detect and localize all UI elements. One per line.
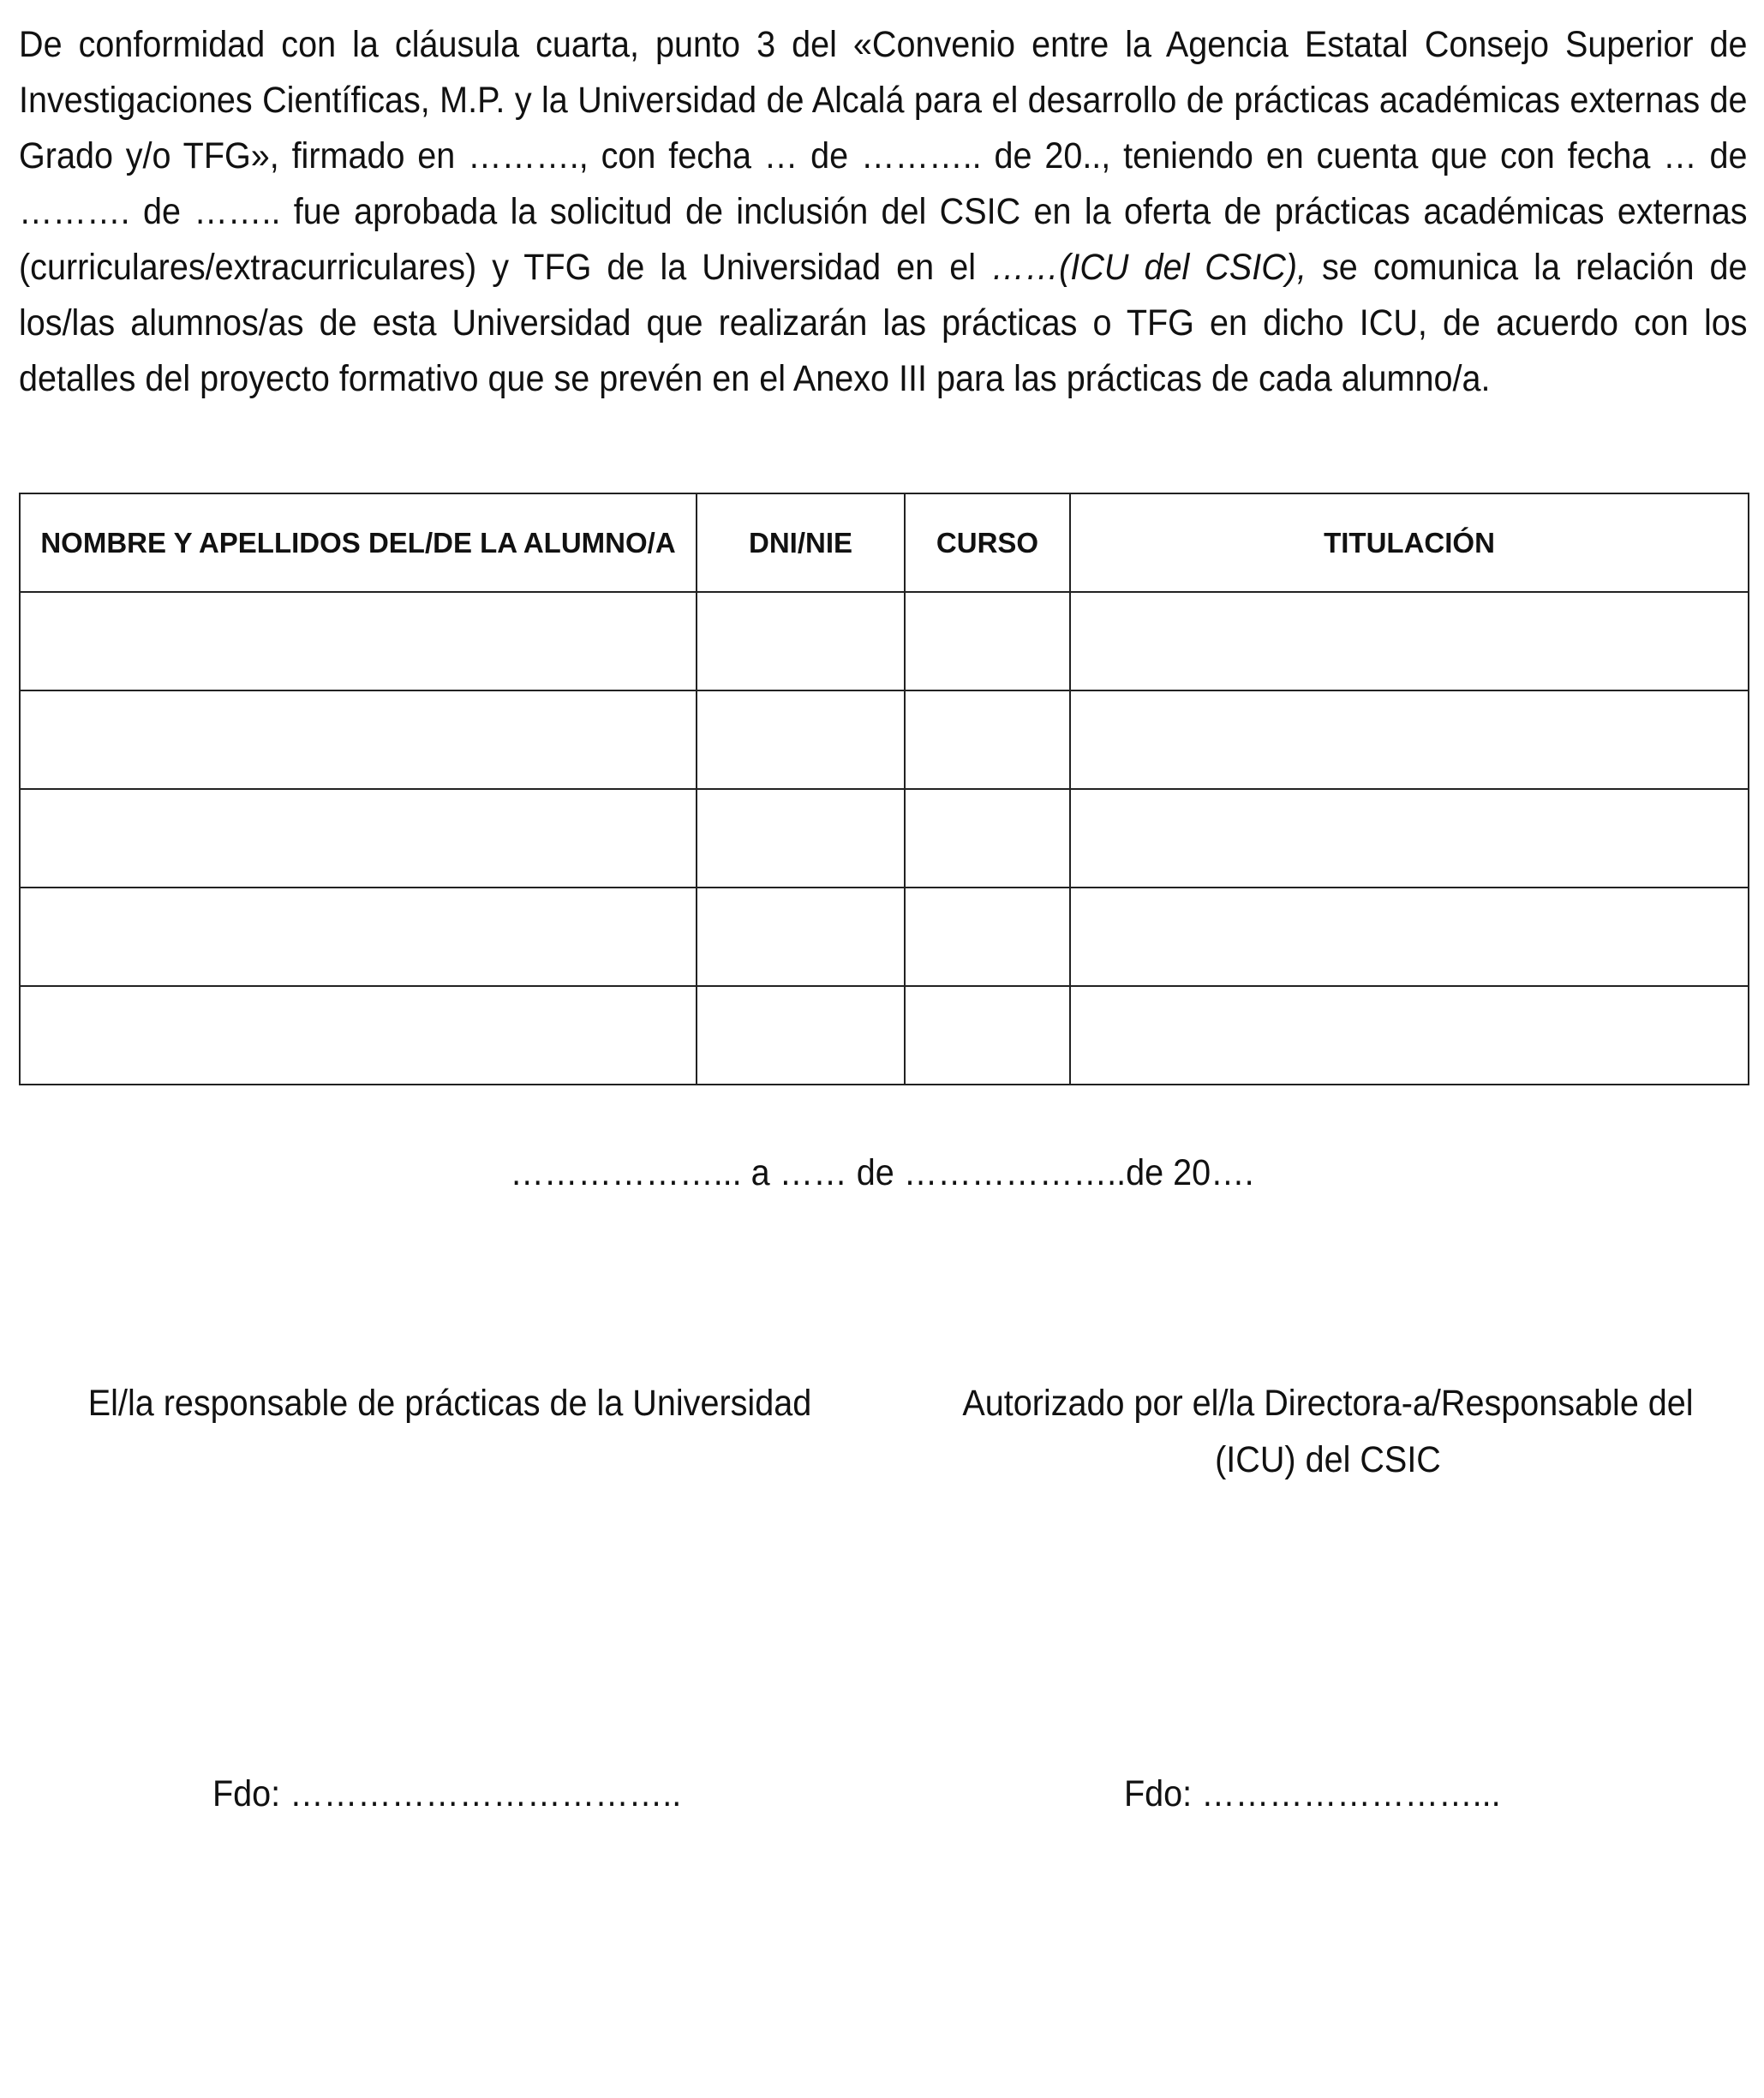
intro-text-icu: ……(ICU del CSIC), (991, 247, 1307, 288)
cell-course[interactable] (905, 690, 1070, 789)
cell-course[interactable] (905, 592, 1070, 690)
intro-text-start: De conformidad con la cláusula cuarta, punto 3 del «Convenio entre la Agencia Estatal Consejo Superior de Investigaciones Científicas, M.P. y la Universidad de Alcalá para el desarrollo de prácticas académicas externas de Grado y/o TFG», firmado en ………., con fecha … de ……….. de 20.., teniendo en cuenta que con fecha … de ………. de …….. fue aprobada la solicitud de inclusión del CSIC en la oferta de prácticas académicas externas (curriculares/extracurriculares) y TFG de la Universidad en el (19, 24, 1748, 288)
table-row (20, 986, 1749, 1085)
table-row (20, 592, 1749, 690)
cell-dni[interactable] (697, 986, 905, 1085)
students-table (19, 493, 1749, 1085)
cell-degree[interactable] (1070, 592, 1749, 690)
intro-paragraph (19, 17, 1748, 407)
cell-dni[interactable] (697, 592, 905, 690)
cell-name[interactable] (20, 888, 697, 986)
cell-dni[interactable] (697, 690, 905, 789)
cell-name[interactable] (20, 690, 697, 789)
university-signatory-title: El/la responsable de prácticas de la Universidad (87, 1383, 812, 1424)
table-row (20, 690, 1749, 789)
header-degree: TITULACIÓN (1070, 493, 1749, 592)
place-date-line: ………………... a …… de ………………..de 20…. (510, 1152, 1254, 1193)
header-name: NOMBRE Y APELLIDOS DEL/DE LA ALUMNO/A (20, 493, 697, 592)
csic-signature-line: Fdo: ……………………... (1124, 1773, 1501, 1814)
table-header-row (20, 493, 1749, 592)
cell-course[interactable] (905, 986, 1070, 1085)
cell-dni[interactable] (697, 888, 905, 986)
table-row (20, 888, 1749, 986)
cell-degree[interactable] (1070, 986, 1749, 1085)
table-row (20, 789, 1749, 888)
intro-text-end: se comunica la relación de los/las alumnos/as de esta Universidad que realizarán las prácticas o TFG en dicho ICU, de acuerdo con los detalles del proyecto formativo que se prevén en el Anexo III para las prácticas de cada alumno/a. (19, 247, 1748, 399)
cell-course[interactable] (905, 888, 1070, 986)
header-course: CURSO (905, 493, 1070, 592)
university-signature-line: Fdo: …………………………….. (212, 1773, 682, 1814)
cell-dni[interactable] (697, 789, 905, 888)
cell-degree[interactable] (1070, 690, 1749, 789)
cell-name[interactable] (20, 986, 697, 1085)
cell-name[interactable] (20, 592, 697, 690)
header-dni: DNI/NIE (697, 493, 905, 592)
cell-degree[interactable] (1070, 888, 1749, 986)
csic-signatory-title: Autorizado por el/la Directora-a/Responsable del (ICU) del CSIC (962, 1383, 1694, 1480)
cell-course[interactable] (905, 789, 1070, 888)
cell-degree[interactable] (1070, 789, 1749, 888)
cell-name[interactable] (20, 789, 697, 888)
